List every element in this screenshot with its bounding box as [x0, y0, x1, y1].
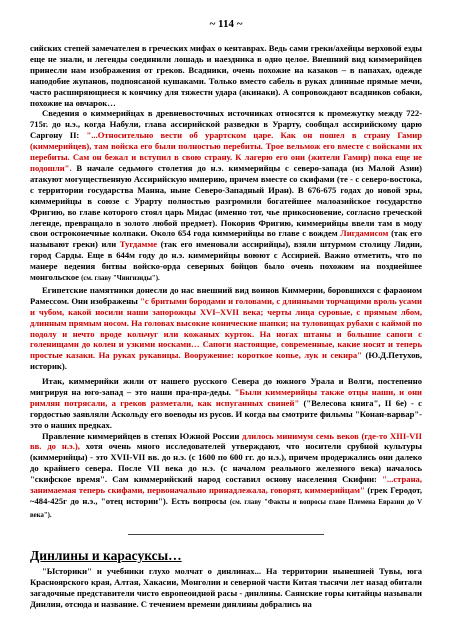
history-text-4: (так его именовали ассирийцы), взяли штурмом столицу Лидии, город Сарды. Еще в 644м году до н.э. киммерийцы воюют с Ассирией. Важно отметить, что по манере ведения битвы войско-орда северных бойцов было очень похожим на позднейшее монгольское — [30, 239, 422, 283]
egypt-quote: "с бритыми бородами и головами, с длинными торчащими вроль усами и чубом, какой носили наши запорожцы XVI–XVII века; черты лица суровые, с прямым лбом, длинным прямым носом. На головах высокие конические шапки; на туловищах рубахи с каймой по подолу и нечто вроде кольчуг или кожаных курток. На ногах штаны и большие сапоги с голенищами до колен и узкими носками… Сапоги настоящие, современные, какие носят и теперь простые казаки. На руках рукавицы. Вооружение: короткое копье, лук и секира" — [30, 295, 422, 361]
page-number: ~ 114 ~ — [209, 18, 243, 30]
name-tugdamme: Тугдамме — [119, 239, 158, 250]
paragraph-history — [30, 108, 422, 285]
intro-text: сийских степей замечателен в греческих мифах о кентаврах. Ведь сами греки/ахейцы верховой езды еще не знали, и легенды соединили лошадь и наездника в одно целое. Внешний вид киммерийцев принесли нам изображения от греков. Всадники, очень похожие на казаков – в папахах, одеждe наподобие жупанов, подпоясаной кушаками. Только вместо сабель в руках длинные прямые мечи, часто расширяющиеся к кончику для тяжести удара (акинаки). А сопровождают всадников собаки, похожие на овчарок… — [30, 43, 422, 108]
rule-text-2: хотя очень много исследователей утверждают, что носители срубной культуры (киммерийцы) - это XVII-VII вв. до н.э. (с 1600 по 600 гг. до н.э.), причем продержались они далеко до крайнего севера. После VII века до н.э. (с началом реального железного века) началось "скифское время". Сам киммерийский народ составил основу населения Скифии: — [30, 441, 422, 485]
rule-reference: (см. главу "Факты и вопросы главе Племена Евразии до V века"). — [30, 498, 422, 519]
history-reference: (см. главу "Чингизиды"). — [81, 275, 160, 283]
history-text-1: Сведения о киммерийцах в древневосточных источниках относятся к промежутку между 722-715г. до н.э., когда Набули, глава ассирийской разведки в Урарту, сообщал ассирийскому царю Саргону II: — [30, 108, 422, 141]
rule-highlight: длилось минимум семь веков (где-то XIII-VII вв. до н.э.), — [30, 430, 422, 452]
dinlin-text: "Ысторики" и учебники глухо молчат о динлинах... На территории нынешней Тувы, юга Красноярского края, Алтая, Хакасии, Монголии и северной части Китая тысячи лет назад обитали загадочные представители чисто европеоидной расы - динлины. Саянские горы китайцы называли Динлин, отсюда и название. С течением времени динлины добрались на — [30, 566, 422, 609]
history-quote: "...Относительно вести об урартском царе. Как он пошел в страну Гамир (киммерийцев), там войска его были полностью перебиты. Трое вельмож его вместе с войсками их перебиты. Сам он бежал и вступил в свою страну. К лагерю его они (жители Гамир) пока еще не подошли". — [30, 130, 422, 173]
paragraph-russia — [30, 376, 422, 431]
text-block-top — [30, 43, 422, 372]
egypt-text-1: Египетские памятники донесли до нас внешний вид воинов Киммерии, боровшихся с фараоном Рамессом. Они изображены — [30, 284, 422, 306]
paragraph-egypt — [30, 285, 422, 372]
section-divider — [128, 534, 324, 535]
text-block-bottom — [30, 566, 422, 610]
russia-quote: "Были киммерийцы также отцы наши, и они римлян потрясали, а греков разметали, как испуганных свиней" — [30, 386, 422, 408]
history-text-3: (так его называют греки) или — [30, 228, 422, 250]
paragraph-rule — [30, 431, 422, 522]
text-block-middle — [30, 376, 422, 522]
russia-text-2: ("Велесова книга", II 6е) - с гордостью заявляли Аскольду его воеводы из русов. И когда вы смотрите фильмы "Конан-варвар"- это о наших предках. — [30, 397, 422, 430]
russia-text-1: Итак, киммерийки жили от нашего русского Севера до южного Урала и Волги, постепенно мигрируя на юго-запад – это наши пра-пра-деды. — [30, 376, 422, 397]
rule-text-3: (грек Геродот, ~484-425г до н.э., "отец истории"). Есть вопросы — [30, 485, 422, 506]
egypt-author: (Ю.Д.Петухов, историк). — [30, 350, 422, 372]
name-lygdamis: Лигдамисом — [340, 228, 389, 239]
history-text-2: В начале седьмого столетия до н.э. киммерийцы с северо-запада (из Малой Азии) атакуют могущественную Ассирийскую империю, причем вместе со скифами (те - с северо-востока, с территории государства Манна, ныне Северо-Западный Иран). В 676-675 годах до новой эры, киммерийцы в союзе с Урарту полностью разгромили богатейшее малоазийское государство Фригию, во главе которого стоял царь Мидас (именно тот, чье прикосновение, согласно греческой легенде, превращало в золото любой предмет). Покорив Фригию, киммерийцы ввели там в моду свои остроконечные колпаки. Около 654 года киммерийцы во главе с вождем — [30, 162, 422, 239]
rule-text-1: Правление киммерийцев в степях Южной России — [42, 430, 243, 441]
rule-quote: "...страна, занимаемая теперь скифами, первоначально принадлежала, говорят, киммерийцам" — [30, 474, 422, 496]
paragraph-dinlin — [30, 566, 422, 610]
paragraph-intro — [30, 43, 422, 108]
section-heading: Динлины и карасуксы… — [30, 548, 182, 563]
